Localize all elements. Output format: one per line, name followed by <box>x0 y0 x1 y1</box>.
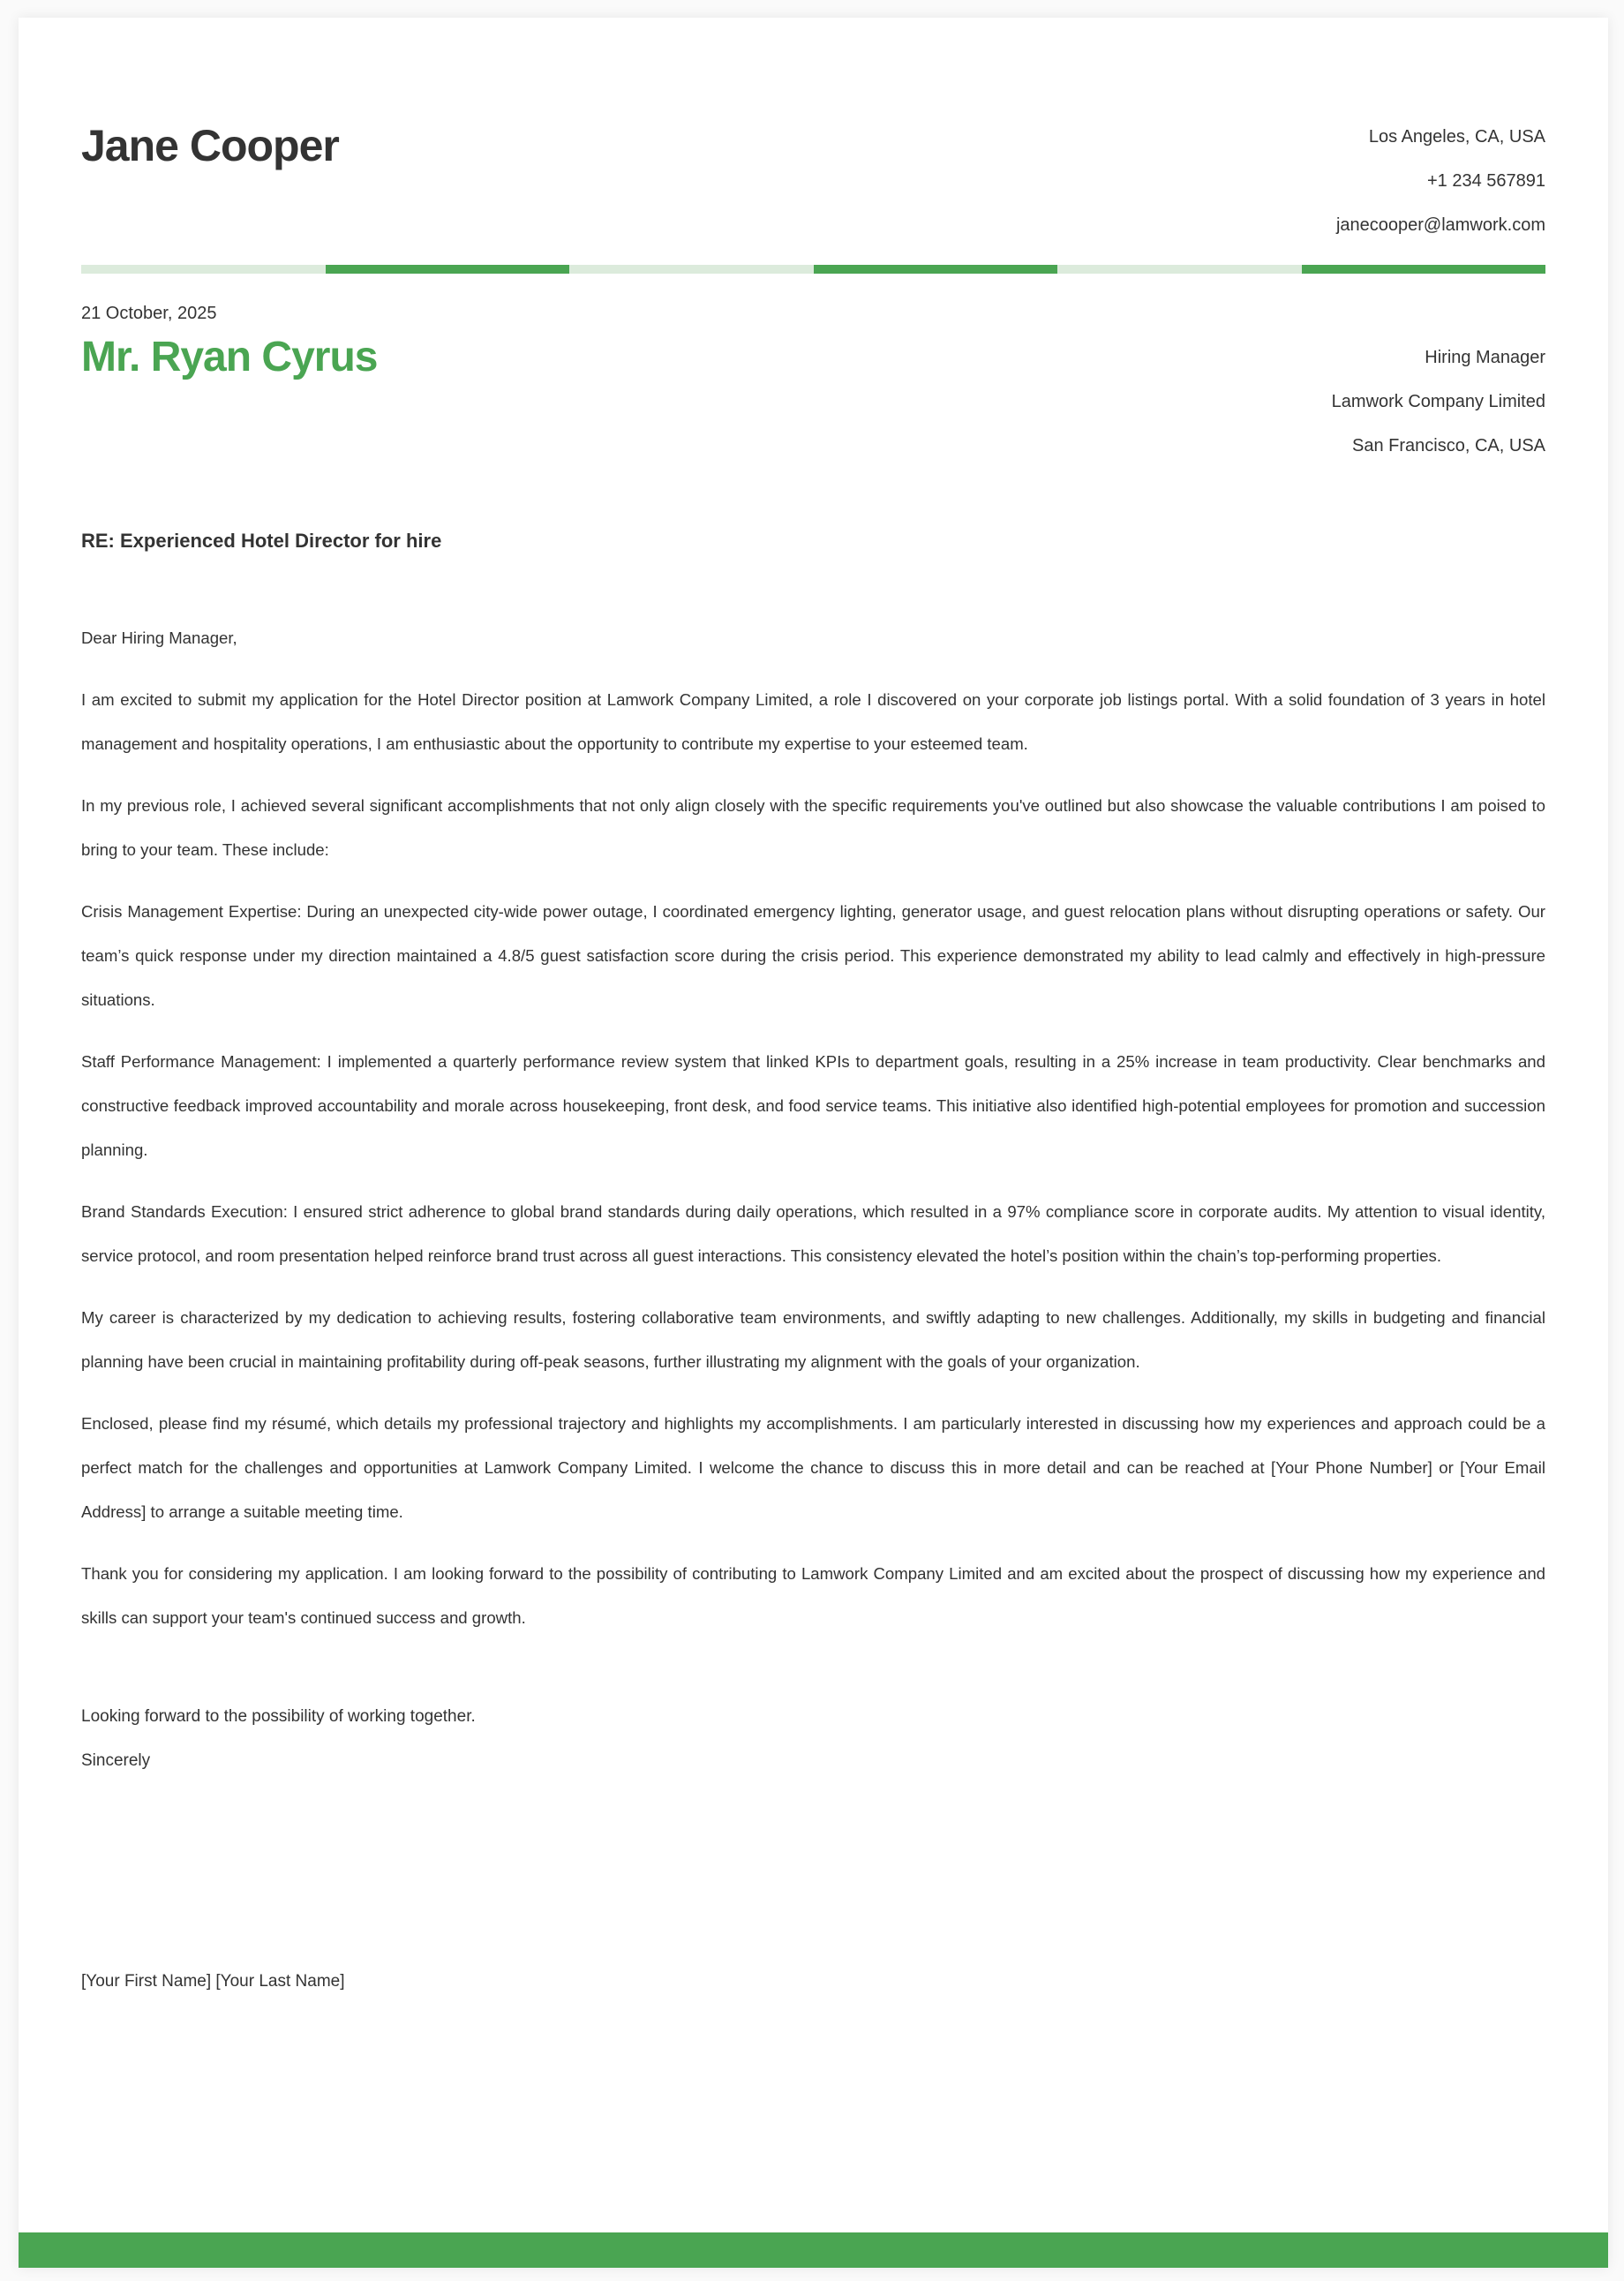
sender-location: Los Angeles, CA, USA <box>1368 127 1545 147</box>
body-paragraph: Enclosed, please find my résumé, which details my professional trajectory and highlights my accomplishments. I am particularly interested in discussing how my experiences and approach could be a perfect match for the challenges and opportunities at Lamwork Company Limited. I welcome the chance to discuss this in more detail and can be reached at [Your Phone Number] or [Your Email Address] to arrange a suitable meeting time. <box>81 1414 1545 1521</box>
decorative-divider <box>81 265 1545 274</box>
body-paragraph: Brand Standards Execution: I ensured strict adherence to global brand standards during daily operations, which resulted in a 97% compliance score in corporate audits. My attention to visual identity, service protocol, and room presentation helped reinforce brand trust across all guest interactions. This consistency elevated the hotel’s position within the chain’s top-performing properties. <box>81 1202 1545 1265</box>
signature-name: [Your First Name] [Your Last Name] <box>81 1972 345 1991</box>
divider-segment <box>1302 265 1546 274</box>
divider-segment <box>814 265 1058 274</box>
letter-header <box>81 115 1545 247</box>
recipient-location: San Francisco, CA, USA <box>1352 436 1545 455</box>
salutation: Dear Hiring Manager, <box>81 629 237 647</box>
closing-line: Looking forward to the possibility of working together. <box>81 1707 476 1726</box>
sender-email: janecooper@lamwork.com <box>1335 215 1545 235</box>
body-paragraph: Thank you for considering my application. I am looking forward to the possibility of contributing to Lamwork Company Limited and am excited about the prospect of discussing how my experience and skills can support your team's continued success and growth. <box>81 1564 1545 1627</box>
divider-segment <box>569 265 814 274</box>
body-paragraph: Crisis Management Expertise: During an unexpected city-wide power outage, I coordinated emergency lighting, generator usage, and guest relocation plans without disrupting operations or safety. Our team’s quick response under my direction maintained a 4.8/5 guest satisfaction score during the crisis period. This experience demonstrated my ability to lead calmly and effectively in high-pressure situations. <box>81 902 1545 1009</box>
recipient-details <box>1332 335 1545 468</box>
body-paragraph: I am excited to submit my application for the Hotel Director position at Lamwork Company Limited, a role I discovered on your corporate job listings portal. With a solid foundation of 3 years in hotel management and hospitality operations, I am enthusiastic about the opportunity to contribute my expertise to your esteemed team. <box>81 690 1545 753</box>
cover-letter-page <box>19 18 1608 2268</box>
body-paragraph: In my previous role, I achieved several significant accomplishments that not only align closely with the specific requirements you've outlined but also showcase the valuable contributions I am poised to bring to your team. These include: <box>81 796 1545 859</box>
recipient-company: Lamwork Company Limited <box>1331 392 1545 411</box>
sender-phone: +1 234 567891 <box>1426 171 1545 191</box>
closing-block <box>81 1695 1545 1783</box>
recipient-block <box>81 335 1545 468</box>
divider-segment <box>326 265 570 274</box>
letter-date: 21 October, 2025 <box>81 304 217 323</box>
footer-bar <box>19 2232 1608 2268</box>
divider-segment <box>1057 265 1302 274</box>
signoff: Sincerely <box>81 1751 151 1770</box>
body-paragraph: Staff Performance Management: I implemented a quarterly performance review system that linked KPIs to department goals, resulting in a 25% increase in team productivity. Clear benchmarks and constructive feedback improved accountability and morale across housekeeping, front desk, and food service teams. This initiative also identified high-potential employees for promotion and succession planning. <box>81 1052 1545 1159</box>
subject-line: RE: Experienced Hotel Director for hire <box>81 530 442 552</box>
letter-body <box>81 616 1545 1640</box>
sender-name: Jane Cooper <box>81 121 339 170</box>
sender-contact <box>1336 115 1545 247</box>
divider-segment <box>81 265 326 274</box>
body-paragraph: My career is characterized by my dedication to achieving results, fostering collaborative team environments, and swiftly adapting to new challenges. Additionally, my skills in budgeting and financial planning have been crucial in maintaining profitability during off-peak seasons, further illustrating my alignment with the goals of your organization. <box>81 1308 1545 1371</box>
recipient-title: Hiring Manager <box>1425 348 1545 367</box>
recipient-name: Mr. Ryan Cyrus <box>81 334 378 380</box>
